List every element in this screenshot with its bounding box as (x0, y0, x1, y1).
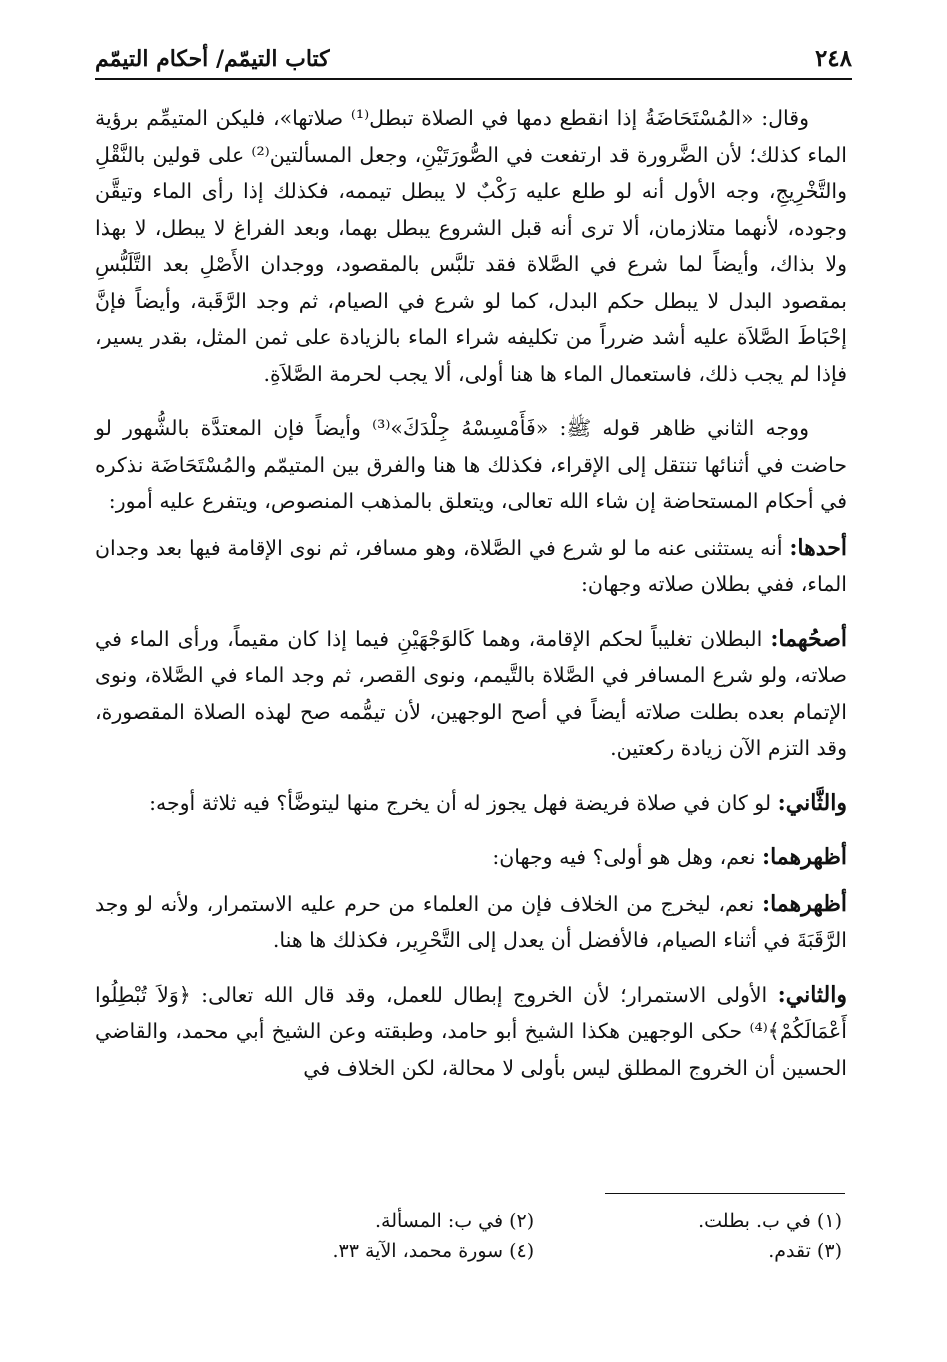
paragraph (95, 977, 847, 1087)
paragraph-lead: أظهرهما: (761, 844, 847, 870)
paragraph (95, 621, 847, 767)
paragraph-text: لو كان في صلاة فريضة فهل يجوز له أن يخرج منها ليتوضَّأ؟ فيه ثلاثة أوجه: (149, 790, 778, 815)
footnote-row (250, 1206, 842, 1236)
page-header (95, 38, 852, 80)
paragraph-lead: أصحُهما: (770, 625, 847, 652)
paragraph-lead: والثاني: (777, 981, 847, 1008)
paragraph-text: أنه يستثنى عنه ما لو شرع في الصَّلاة، وهو مسافر، ثم نوى الإقامة فيها بعد وجدان الماء، ففي بطلان صلاته وجهان: (95, 535, 847, 596)
running-title: كتاب التيمّم/ أحكام التيمّم (95, 46, 330, 72)
footnote: (٣) تقدم. (768, 1240, 842, 1262)
paragraph (95, 100, 847, 392)
paragraph (95, 785, 847, 822)
footnote: (١) في ب. بطلت. (698, 1210, 842, 1232)
paragraph-text: نعم، ليخرج من الخلاف فإن من العلماء من حرم عليه الاستمرار، ولأنه لو وجد الرَّقَبَةَ في أثناء الصيام، فالأفضل أن يعدل إلى التَّحْرِير، فكذلك ها هنا. (95, 891, 847, 952)
paragraph-lead: والثَّاني: (777, 789, 847, 816)
footnote: (٢) في ب: المسألة. (374, 1210, 535, 1232)
paragraph-text: وقال: «المُسْتَحَاضَةُ إذا انقطع دمها في الصلاة تبطل⁽¹⁾ صلاتها»، فليكن المتيمِّم برؤية الماء كذلك؛ لأن الضَّرورة قد ارتفعت في الصُّورَتَيْنِ، وجعل المسألتين⁽²⁾ على قولين بالنَّقْلِ والتَّخْرِيجِ، وجه الأول أنه لو طلع عليه رَكْبٌ لا يبطل تيممه، فكذلك إذا رأى الماء وتيقَّن وجوده، لأنهما متلازمان، ألا ترى أنه قبل الشروع يبطل بهما، وبعد الفراغ لا يبطل، لا بهذا ولا بذاك، وأيضاً لما شرع في الصَّلاة فقد تلبَّس بالمقصود، ووجدان الأَصْلِ بعد التَّلَبُّسِ بمقصود البدل لا يبطل حكم البدل، كما لو شرع في الصيام، ثم وجد الرَّقَبة، وأيضاً فإنَّ إحْبَاطَ الصَّلاَة عليه أشد ضرراً من تكليفه شراء الماء بالزيادة على ثمن المثل، بقدر يسير، فإذا لم يجب ذلك، فاستعمال الماء ها هنا أولى، ألا يجب لحرمة الصَّلاَةِ. (95, 106, 847, 386)
paragraph-text: ووجه الثاني ظاهر قوله ﷺ: «فَأَمْسِسْهُ جِلْدَكَ»⁽³⁾ وأيضاً فإن المعتدَّة بالشُّهور لو حاضت في أثنائها تنتقل إلى الإقراء، فكذلك ها هنا والفرق بين المتيمّم والمُسْتَحَاضَة نذكره في أحكام المستحاضة إن شاء الله تعالى، ويتعلق بالمذهب المنصوص، ويتفرع عليه أمور: (95, 416, 847, 513)
page-number: ٢٤٨ (814, 45, 852, 72)
paragraph-text: الأولى الاستمرار؛ لأن الخروج إبطال للعمل، وقد قال الله تعالى: ﴿وَلاَ تُبْطِلُوا أَعْمَالَكُمْ﴾⁽⁴⁾ حكى الوجهين هكذا الشيخ أبو حامد، وطبقته وعن الشيخ أبي محمد، والقاضي الحسين أن الخروج المطلق ليس بأولى لا محالة، لكن الخلاف في (95, 982, 847, 1080)
paragraph-lead: أحدها: (789, 534, 847, 561)
footnote-divider (605, 1193, 845, 1194)
paragraph-text: البطلان تغليباً لحكم الإقامة، وهما كَالوَجْهَيْنِ فيما إذا كان مقيماً، ورأى الماء في صلاته، ولو شرع المسافر في الصَّلاة بالتَّيمم، ونوى القصر، ثم وجد الماء في الصَّلاة، ونوى الإتمام بعده بطلت صلاته أيضاً في أصح الوجهين، لأن تيمُّمه صح لهذه الصلاة المقصورة، وقد التزم الآن زيادة ركعتين. (95, 626, 847, 760)
paragraph (95, 530, 847, 603)
paragraph (95, 839, 847, 876)
main-text (95, 100, 847, 1096)
paragraph-lead: أظهرهما: (761, 890, 847, 917)
paragraph (95, 410, 847, 520)
paragraph-text: نعم، وهل هو أولى؟ فيه وجهان: (492, 845, 762, 869)
footnote: (٤) سورة محمد، الآية ٣٣. (332, 1240, 535, 1262)
footnote-row (250, 1236, 842, 1266)
paragraph (95, 886, 847, 959)
footnotes (250, 1206, 842, 1266)
